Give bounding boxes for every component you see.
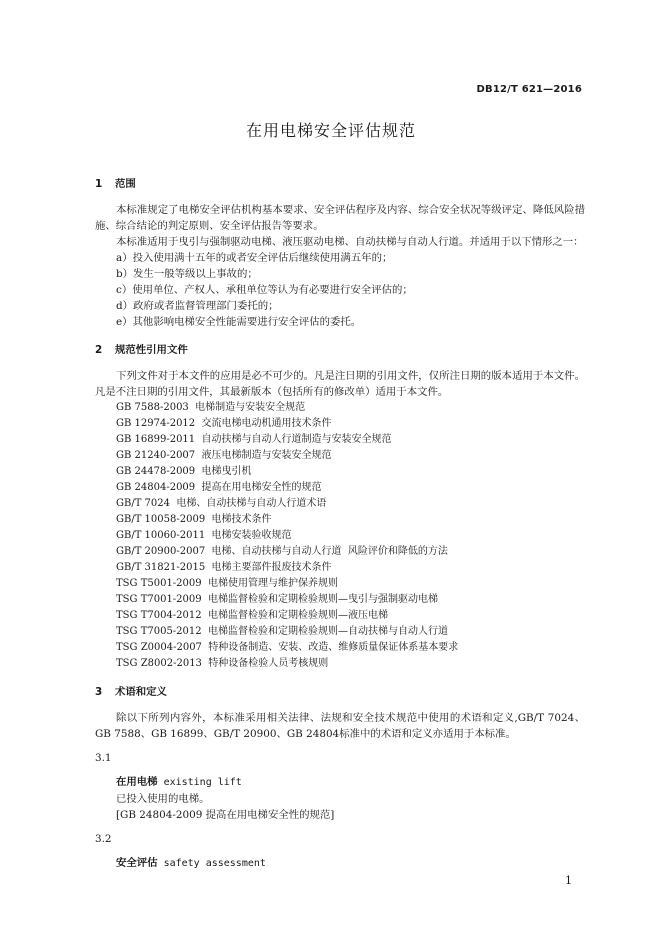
list-item: a）投入使用满十五年的或者安全评估后继续使用满五年的； — [116, 252, 393, 264]
reference-item: GB 16899-2011 自动扶梯与自动人行道制造与安装安全规范 — [116, 434, 392, 445]
section-3-number: 3 — [95, 686, 103, 698]
reference-item: TSG Z8002-2013 特种设备检验人员考核规则 — [116, 658, 329, 669]
term-number: 3.2 — [95, 833, 112, 845]
section-2-title: 规范性引用文件 — [115, 344, 188, 356]
reference-item: GB 24478-2009 电梯曳引机 — [116, 466, 252, 477]
section-1-title: 范围 — [115, 178, 136, 190]
reference-item: GB 24804-2009 提高在用电梯安全性的规范 — [116, 482, 322, 493]
section-2-paragraph: 下列文件对于本文件的应用是必不可少的。凡是注日期的引用文件，仅所注日期的版本适用于本文件。凡是不注日期的引用文件，其最新版本（包括所有的修改单）适用于本文件。 — [95, 370, 585, 398]
reference-item: GB 12974-2012 交流电梯电动机通用技术条件 — [116, 418, 332, 429]
reference-item: GB/T 10060-2011 电梯安装验收规范 — [116, 530, 292, 541]
section-1-paragraph-1: 本标准规定了电梯安全评估机构基本要求、安全评估程序及内容、综合安全状况等级评定、降低风险措施、综合结论的判定原则、安全评估报告等要求。 — [95, 204, 585, 232]
reference-item: GB/T 20900-2007 电梯、自动扶梯与自动人行道 风险评价和降低的方法 — [116, 546, 448, 557]
term-chinese: 安全评估 — [116, 857, 158, 869]
reference-item: GB/T 7024 电梯、自动扶梯与自动人行道术语 — [116, 498, 327, 509]
reference-item: GB/T 31821-2015 电梯主要部件报废技术条件 — [116, 562, 332, 573]
section-1-heading — [95, 176, 585, 192]
reference-item: GB/T 10058-2009 电梯技术条件 — [116, 514, 272, 525]
term-english: existing lift — [163, 777, 242, 788]
reference-item: GB 7588-2003 电梯制造与安装安全规范 — [116, 402, 306, 413]
term-source: [GB 24804-2009 提高在用电梯安全性的规范] — [116, 809, 335, 821]
document-code: DB12/T 621—2016 — [476, 84, 582, 95]
term-name — [95, 855, 585, 872]
list-item: b）发生一般等级以上事故的； — [116, 268, 258, 280]
section-2-number: 2 — [95, 344, 103, 356]
reference-item: TSG T7001-2009 电梯监督检验和定期检验规则—曳引与强制驱动电梯 — [116, 594, 438, 605]
section-3-paragraph: 除以下所列内容外，本标准采用相关法律、法规和安全技术规范中使用的术语和定义,GB/T 7024、GB 7588、GB 16899、GB/T 20900、GB 24804标准中的术语和定义亦适用于本标准。 — [95, 712, 585, 740]
section-2-heading — [95, 342, 585, 358]
list-item: d）政府或者监督管理部门委托的； — [116, 300, 279, 312]
reference-item: TSG Z0004-2007 特种设备制造、安装、改造、维修质量保证体系基本要求 — [116, 642, 459, 653]
page-title: 在用电梯安全评估规范 — [245, 121, 416, 140]
reference-item: TSG T7004-2012 电梯监督检验和定期检验规则—液压电梯 — [116, 610, 388, 621]
document-body — [95, 176, 585, 872]
term-chinese: 在用电梯 — [116, 776, 158, 788]
section-1-number: 1 — [95, 178, 103, 190]
term-number: 3.1 — [95, 752, 112, 764]
reference-item: GB 21240-2007 液压电梯制造与安装安全规范 — [116, 450, 332, 461]
section-3-title: 术语和定义 — [115, 686, 167, 698]
list-item: c）使用单位、产权人、承租单位等认为有必要进行安全评估的； — [116, 284, 413, 296]
reference-item: TSG T7005-2012 电梯监督检验和定期检验规则—自动扶梯与自动人行道 — [116, 626, 448, 637]
reference-item: TSG T5001-2009 电梯使用管理与维护保养规则 — [116, 578, 338, 589]
page-number: 1 — [565, 874, 572, 887]
section-3-heading — [95, 684, 585, 700]
term-name — [95, 774, 585, 791]
section-1-paragraph-2: 本标准适用于曳引与强制驱动电梯、液压驱动电梯、自动扶梯与自动人行道。并适用于以下情形之一： — [116, 236, 584, 248]
term-definition: 已投入使用的电梯。 — [116, 793, 210, 805]
term-english: safety assessment — [163, 858, 266, 869]
list-item: e）其他影响电梯安全性能需要进行安全评估的委托。 — [116, 316, 362, 328]
